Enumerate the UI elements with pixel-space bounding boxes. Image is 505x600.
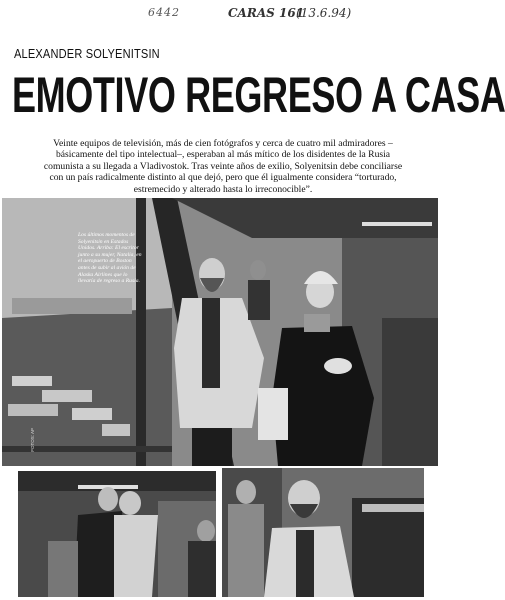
article-headline: EMOTIVO REGRESO A CASA bbox=[12, 67, 505, 123]
main-photo-image bbox=[2, 198, 438, 466]
embrace-photo bbox=[18, 471, 216, 597]
main-photo bbox=[2, 198, 438, 466]
article-kicker: ALEXANDER SOLYENITSIN bbox=[14, 46, 160, 61]
photo-credit: FOTOS: AP bbox=[30, 428, 35, 452]
embrace-photo-image bbox=[18, 471, 216, 597]
portrait-photo bbox=[222, 468, 424, 597]
date-note: (13.6.94) bbox=[296, 6, 352, 20]
publication-note: CARAS 161 bbox=[228, 6, 305, 20]
article-lede: Veinte equipos de televisión, más de cien fotógrafos y cerca de cuatro mil admiradores –básicamente del tipo intelectual–, esperaban al más mítico de los disidentes de la Rusia comunista a su llegada a Vladivostok. Tras veinte años de exilio, Solyenitsin debe conciliarse con un país radicalmente distinto al que dejó, pero que él igualmente considera “torturado, estremecido y alterado hasta lo irreconocible”. bbox=[43, 138, 403, 195]
portrait-photo-image bbox=[222, 468, 424, 597]
photo-caption: Los últimos momentos de Solyenitsin en Estados Unidos. Arriba: El escritor junto a su mujer, Natalia, en el aeropuerto de Boston antes de subir al avión de Alaska Airlines que lo llevaría de regreso a Rusia. bbox=[78, 232, 142, 285]
page-number-note: 6442 bbox=[148, 6, 180, 19]
